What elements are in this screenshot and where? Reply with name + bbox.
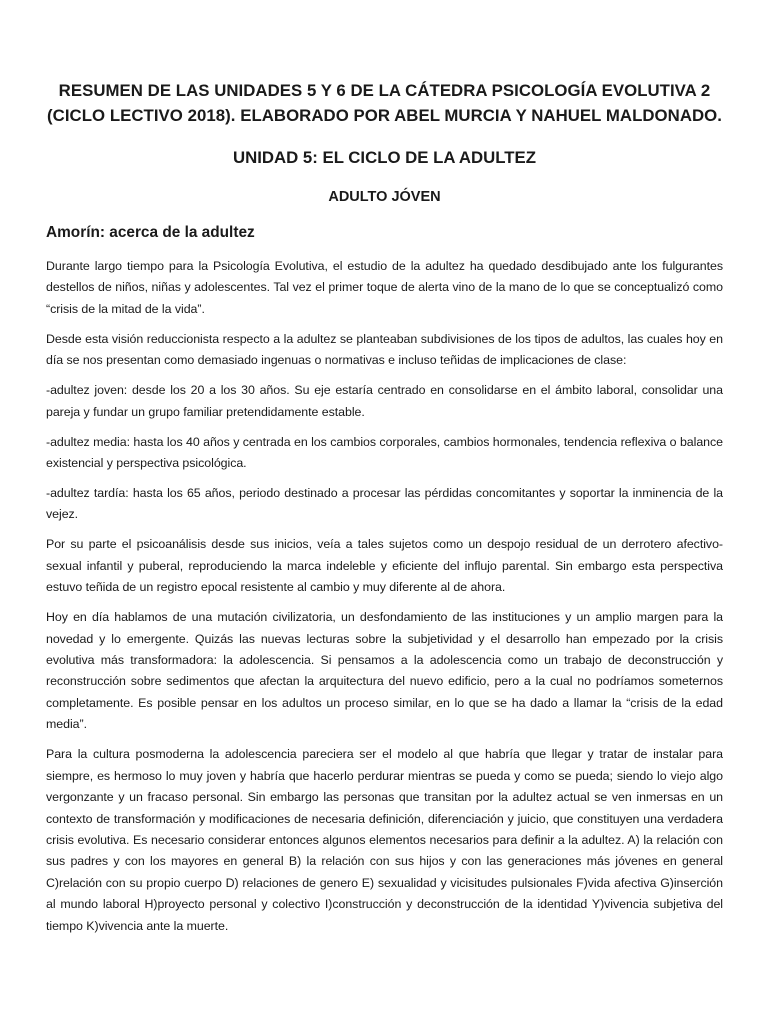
unit-title: UNIDAD 5: EL CICLO DE LA ADULTEZ	[233, 148, 536, 167]
document-title	[46, 78, 723, 128]
section-heading: Amorín: acerca de la adultez	[46, 224, 255, 241]
list-item-adultez-joven: -adultez joven: desde los 20 a los 30 años. Su eje estaría centrado en consolidarse en el ámbito laboral, consolidar una pareja y fundar un grupo familiar pretendidamente estable.	[46, 383, 723, 419]
paragraph: Hoy en día hablamos de una mutación civilizatoria, un desfondamiento de las instituciones y un amplio margen para la novedad y lo emergente. Quizás las nuevas lecturas sobre la subjetividad y el desarrollo han empezado por la crisis evolutiva más transformadora: la adolescencia. Si pensamos a la adolescencia como un trabajo de deconstrucción y reconstrucción sobre sedimentos que afectan la arquitectura del nuevo edificio, pero a la cual no podríamos someternos completamente. Es posible pensar en los adultos un proceso similar, en lo que se ha dado a llamar la “crisis de la edad media”.	[46, 610, 723, 732]
paragraph: Desde esta visión reduccionista respecto a la adultez se planteaban subdivisiones de los tipos de adultos, las cuales hoy en día se nos presentan como demasiado ingenuas o normativas e incluso teñidas de implicaciones de clase:	[46, 331, 723, 368]
body-text	[46, 256, 723, 937]
subsection-title: ADULTO JÓVEN	[328, 189, 441, 205]
paragraph: Para la cultura posmoderna la adolescencia pareciera ser el modelo al que habría que llegar y tratar de instalar para siempre, es hermoso lo muy joven y habría que hacerlo perdurar mientras se pueda y como se pueda; siendo lo viejo algo vergonzante y un fracaso personal. Sin embargo las personas que transitan por la adultez actual se ven inmersas en un contexto de transformación y modificaciones de necesaria definición, diferenciación y juicio, que constituyen una verdadera crisis evolutiva. Es necesario considerar entonces algunos elementos necesarios para definir a la adultez. A) la relación con sus padres y con los mayores en general B) la relación con sus hijos y con las generaciones más jóvenes en general C)relación con su propio cuerpo D) relaciones de genero E) sexualidad y vicisitudes pulsionales F)vida afectiva G)inserción al mundo laboral H)proyecto personal y colectivo I)construcción y deconstrucción de la identidad Y)vivencia subjetiva del tiempo K)vivencia ante la muerte.	[46, 747, 723, 933]
paragraph: Durante largo tiempo para la Psicología Evolutiva, el estudio de la adultez ha quedado desdibujado ante los fulgurantes destellos de niños, niñas y adolescentes. Tal vez el primer toque de alerta vino de la mano de lo que se conceptualizó como “crisis de la mitad de la vida”.	[46, 259, 723, 316]
list-item-adultez-tardia: -adultez tardía: hasta los 65 años, periodo destinado a procesar las pérdidas concomitantes y soportar la inminencia de la vejez.	[46, 486, 723, 522]
list-item-adultez-media: -adultez media: hasta los 40 años y centrada en los cambios corporales, cambios hormonales, tendencia reflexiva o balance existencial y perspectiva psicológica.	[46, 434, 723, 471]
document-title-line-1: RESUMEN DE LAS UNIDADES 5 Y 6 DE LA CÁTEDRA PSICOLOGÍA EVOLUTIVA 2	[58, 81, 711, 100]
paragraph: Por su parte el psicoanálisis desde sus inicios, veía a tales sujetos como un despojo residual de un derrotero afectivo-sexual infantil y puberal, reproduciendo la marca indeleble y eficiente del influjo parental. Sin embargo esta perspectiva estuvo teñida de un registro epocal resistente al cambio y muy diferente al de ahora.	[46, 537, 723, 595]
document-title-line-2: (CICLO LECTIVO 2018). ELABORADO POR ABEL MURCIA Y NAHUEL MALDONADO.	[47, 106, 722, 125]
